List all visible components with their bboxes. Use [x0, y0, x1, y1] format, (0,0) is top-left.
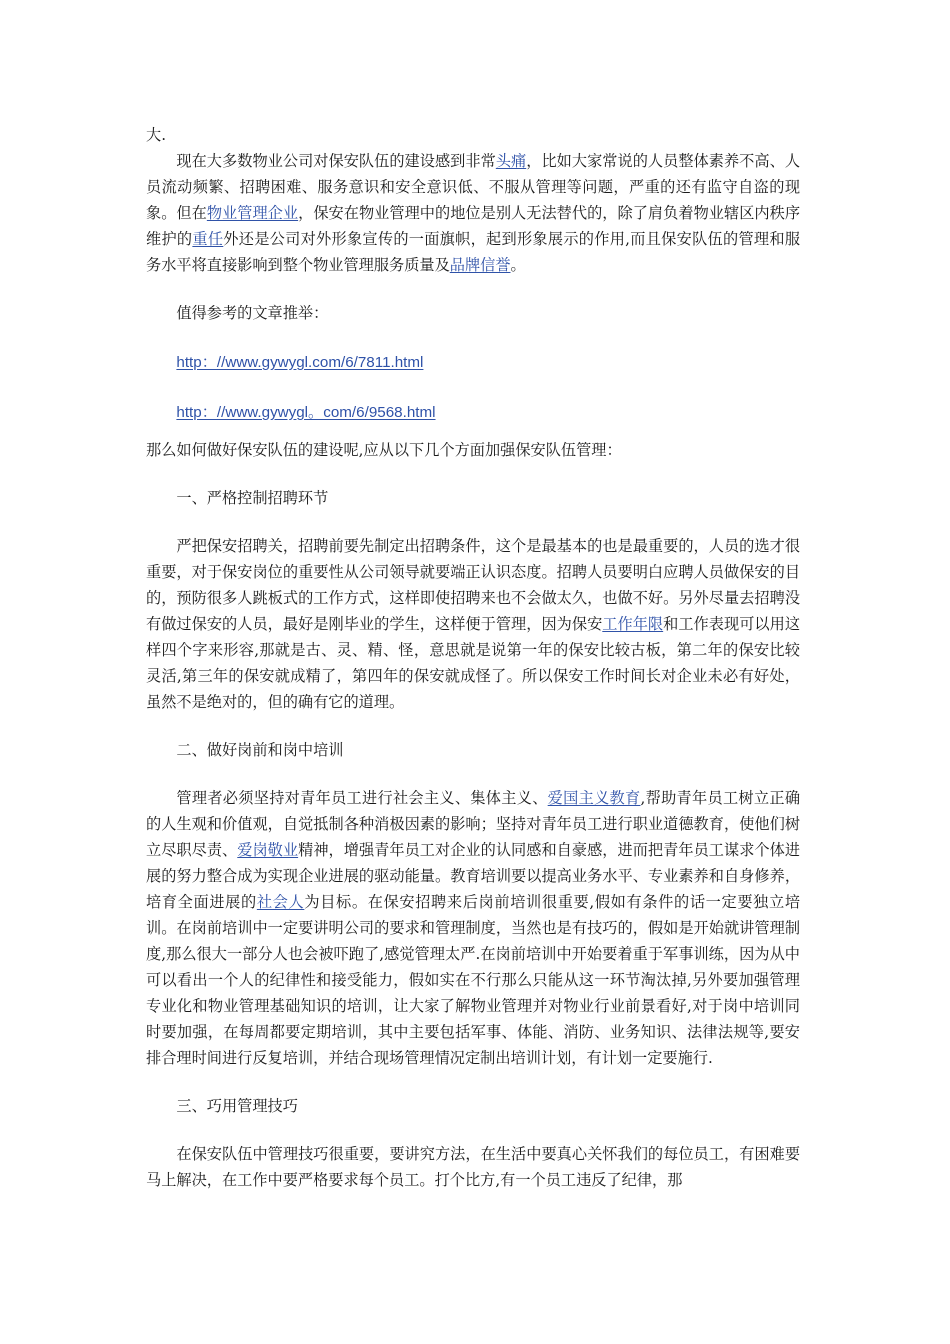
- section-title-2: 二、做好岗前和岗中培训: [176, 741, 344, 759]
- keyword-link-property-management[interactable]: 物业管理企业: [206, 204, 299, 222]
- question-paragraph: 那么如何做好保安队伍的建设呢,应从以下几个方面加强保安队伍管理：: [146, 441, 622, 459]
- text-run: ，比如大家常说的人员整体素养不高、人员流动频繁、招聘困难、服务意识和安全意识低、不服从管理等问题，严重的还有监守自盗的现象。但在: [146, 152, 801, 222]
- keyword-link-patriotism-education[interactable]: 爱国主义教育: [547, 789, 641, 807]
- paragraph-fragment: 大.: [146, 126, 167, 144]
- recommend-label: 值得参考的文章推举：: [176, 304, 329, 322]
- text-run: ，保安在物业管理中的地位是别人无法替代的，除了肩负着物业辖区内秩序维护的: [146, 204, 801, 248]
- keyword-link-social-person[interactable]: 社会人: [256, 893, 305, 911]
- text-run: 现在大多数物业公司对保安队伍的建设感到非常: [176, 152, 496, 170]
- text-run: 严把保安招聘关，招聘前要先制定出招聘条件，这个是最基本的也是最重要的，人员的选才很重要，对于保安岗位的重要性从公司领导就要端正认识态度。招聘人员要明白应聘人员做保安的目的，预防很多人跳板式的工作方式，这样即使招聘来也不会做太久，也做不好。另外尽量去招聘没有做过保安的人员，最好是刚毕业的学生，这样便于管理，因为保安: [146, 537, 800, 633]
- article-link-2[interactable]: http：//www.gywygl。com/6/9568.html: [176, 404, 436, 421]
- keyword-link-brand-reputation[interactable]: 品牌信誉: [449, 256, 511, 274]
- keyword-link-dedication[interactable]: 爱岗敬业: [237, 841, 299, 859]
- keyword-link-headache[interactable]: 头痛: [495, 152, 527, 170]
- text-run: 为目标。在保安招聘来后岗前培训很重要,假如有条件的话一定要独立培训。在岗前培训中一定要讲明公司的要求和管理制度，当然也是有技巧的，假如是开始就讲管理制度,那么很大一部分人也会被吓跑了,感觉管理太严.在岗前培训中开始要着重于军事训练，因为从中可以看出一个人的纪律性和接受能力，假如实在不行那么只能从这一环节淘汰掉,另外要加强管理专业化和物业管理基础知识的培训，让大家了解物业管理并对物业行业前景看好,对于岗中培训同时要加强，在每周都要定期培训，其中主要包括军事、体能、消防、业务知识、法律法规等,要安排合理时间进行反复培训，并结合现场管理情况定制出培训计划，有计划一定要施行.: [146, 893, 801, 1067]
- keyword-link-work-years[interactable]: 工作年限: [602, 615, 664, 633]
- text-run: ,帮助青年员工树立正确的人生观和价值观，自觉抵制各种消极因素的影响；坚持对青年员工进行职业道德教育，使他们树立尽职尽责、: [146, 789, 801, 859]
- paragraph-management-skills: 在保安队伍中管理技巧很重要，要讲究方法，在生活中要真心关怀我们的每位员工，有困难要马上解决，在工作中要严格要求每个员工。打个比方,有一个员工违反了纪律，那: [146, 1145, 800, 1189]
- paragraph-recruitment: [146, 533, 800, 715]
- text-run: 管理者必须坚持对青年员工进行社会主义、集体主义、: [176, 789, 548, 807]
- keyword-link-responsibility[interactable]: 重任: [192, 230, 224, 248]
- paragraph-intro: [146, 148, 800, 278]
- text-run: 精神，增强青年员工对企业的认同感和自豪感，进而把青年员工谋求个体进展的努力整合成为实现企业进展的驱动能量。教育培训要以提高业务水平、专业素养和自身修养，培育全面进展的: [146, 841, 801, 911]
- url-line-2: [146, 400, 800, 426]
- document-page: [146, 122, 800, 1193]
- url-line-1: [146, 350, 800, 376]
- text-run: 外还是公司对外形象宣传的一面旗帜，起到形象展示的作用,而且保安队伍的管理和服务水平将直接影响到整个物业管理服务质量及: [146, 230, 801, 274]
- section-title-1: 一、严格控制招聘环节: [176, 489, 329, 507]
- text-run: 和工作表现可以用这样四个字来形容,那就是古、灵、精、怪，意思就是说第一年的保安比较古板，第二年的保安比较灵活,第三年的保安就成精了，第四年的保安就成怪了。所以保安工作时间长对企业未必有好处，虽然不是绝对的，但的确有它的道理。: [146, 615, 801, 711]
- text-run: 。: [510, 256, 526, 274]
- paragraph-training: [146, 785, 800, 1071]
- section-title-3: 三、巧用管理技巧: [176, 1097, 298, 1115]
- article-link-1[interactable]: http：//www.gywygl.com/6/7811.html: [176, 354, 424, 371]
